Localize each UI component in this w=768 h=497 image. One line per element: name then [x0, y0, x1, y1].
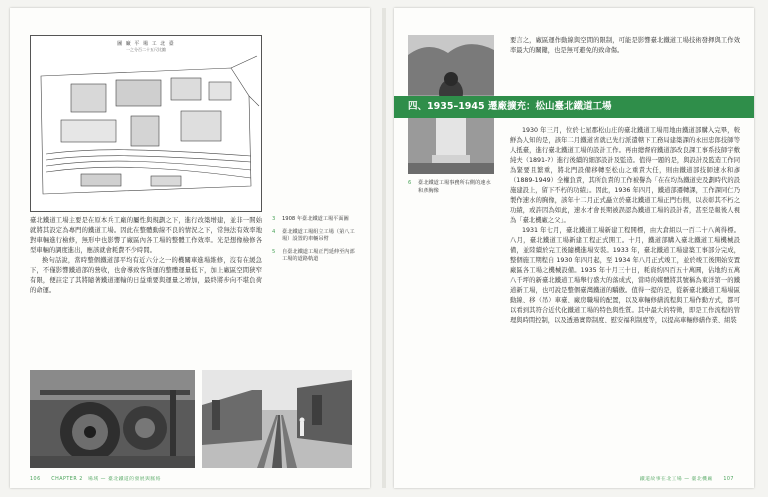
note-text: 自臺北鐵道工場正門延伸至內部工場的道路軌道	[282, 248, 355, 262]
photo-factory-track	[202, 370, 352, 468]
paragraph: 1931 年七月，臺北鐵道工場新建工程開標，由大倉組以一百二十八萬得標。八月，臺北鐵道工場新建工程正式開工。十月，鐵道部購入臺北鐵道工場機械設備，並陸續於完工後隨機進場安裝。1933 年，臺北鐵道工場建築工事部分完成，整個施工期程自 1930 年四月起，至 1934 年八月正式竣工，並於竣工後開始安置廠區各工場之機械設備。1935 年十月三十日，耗資約四百五十萬圓，佔地約五萬八千坪的新臺北鐵道工場舉行盛大的落成式，當時的媒體將其號稱為東洋第一的鐵道新工場，也可說是整個臺灣鐵道的驕傲。值得一提的是，從新臺北鐵道工場場區動線、移（吊）車臺、廠房職場的配置，以及車輛修繕流程與工場作動方式，都可以看到其符合近代化鐵道工場的特色與性質。其中最大的特徵，即是工作流程的管理與時間控制，以及透過實際制度、慰安福利制度等，以提高車輛修繕作業、組裝	[510, 227, 740, 324]
top-paragraph: 要言之，廠區運作動線與空間的限制，可能是影響臺北鐵道工場技術發揮與工作效率最大的關鍵，也是無可避免的致命傷。	[510, 37, 740, 54]
paragraph: 臺北鐵道工場主要是在原本兵工廠的屬性與規劃之下，進行改築增建，並非一開始就將其設定為專門的鐵道工場。因此在整體動線不良的情況之下，常無法有效率地對車輛進行檢修，無形中也影響了廠區內各工場的整體工作效率。光是想像檢修各型車輛的調度進出，應該就會耗費不少時間。	[30, 217, 262, 254]
paragraph: 換句話說，當時整個鐵道部平均有近六分之一的機關車進場維修，沒有在緩急下，不僅影響鐵道部的營收，也會導致客貨運的整體運量低下，加上廠區空間狹窄有限，便註定了其將隨著鐵道運輸的日益重要與運量之增加，最終將步向不堪負荷的命運。	[30, 257, 262, 294]
note-number: 5	[272, 248, 276, 255]
note-number: 3	[272, 216, 276, 222]
left-body-text	[30, 216, 262, 296]
note-4	[272, 229, 358, 244]
note-5	[272, 249, 358, 264]
right-page	[394, 8, 754, 488]
caption-number: 6	[408, 180, 412, 186]
note-number: 4	[272, 228, 276, 235]
photo-crane-machinery	[30, 370, 195, 468]
right-body-text	[510, 126, 740, 326]
factory-site-map	[30, 35, 262, 212]
map-title: 圖 廠 平 場 工 北 臺	[117, 41, 175, 47]
paragraph: 1930 年三月，位於七星郡松山庄的臺北鐵道工場用地由鐵道部購入完畢，較鮮為人知的是，該年二月鐵道省就已先行派遣轄下工務局建築課的永田忠郎技師等人抵臺，進行臺北鐵道工場的設計工作。再由總督府鐵道部改良課工事系技師宇敷純夫（1891-?）進行後續的細部設計及監造。值得一題的是，與設計及監造工作同為緊要且繁重，將北門設備移轉至松山之重責大任，則由鐵道部技師速水和彥（1889-1949）全權負責，其所負責的工作被譽為「在在均為鐵道史及劃時代的設施建設上，留下不朽的功績」。因此，1936 年四月，鐵道部遷轉課，工作課同仁乃製作速水的胸像，該年十二月正式矗立於臺北鐵道工場正門右側，以表彰其不朽之功績，或許因為如此，速水才會長期被誤認為鐵道工場的設計者，甚至是報後人視為「臺北機廠之父」。	[510, 127, 740, 224]
left-page	[10, 8, 370, 488]
page-footer-left: 106 CHAPTER 2 場域 — 臺北鐵道的發展與脈絡	[30, 477, 161, 482]
page-footer-right: 鐵道故事在北工場 — 臺北機廠 107	[639, 477, 734, 482]
note-text: 臺北鐵道工場組立工場（第八工場）設置的車輛吊臂	[282, 228, 355, 242]
note-3	[272, 216, 358, 224]
map-subtitle: 一之分百二十五尺比縮	[126, 47, 166, 52]
figure-notes	[272, 216, 358, 269]
caption-text: 臺北鐵道工場事務所右側的速水和彥胸像	[418, 180, 491, 194]
book-gutter	[382, 8, 386, 488]
section-heading: 四、1935–1945 遷廠擴充：松山臺北鐵道工場	[394, 96, 754, 118]
note-text: 1908 年臺北鐵道工場平面圖	[282, 216, 349, 222]
map-drawing	[31, 36, 261, 211]
figure-caption-6	[408, 180, 492, 195]
